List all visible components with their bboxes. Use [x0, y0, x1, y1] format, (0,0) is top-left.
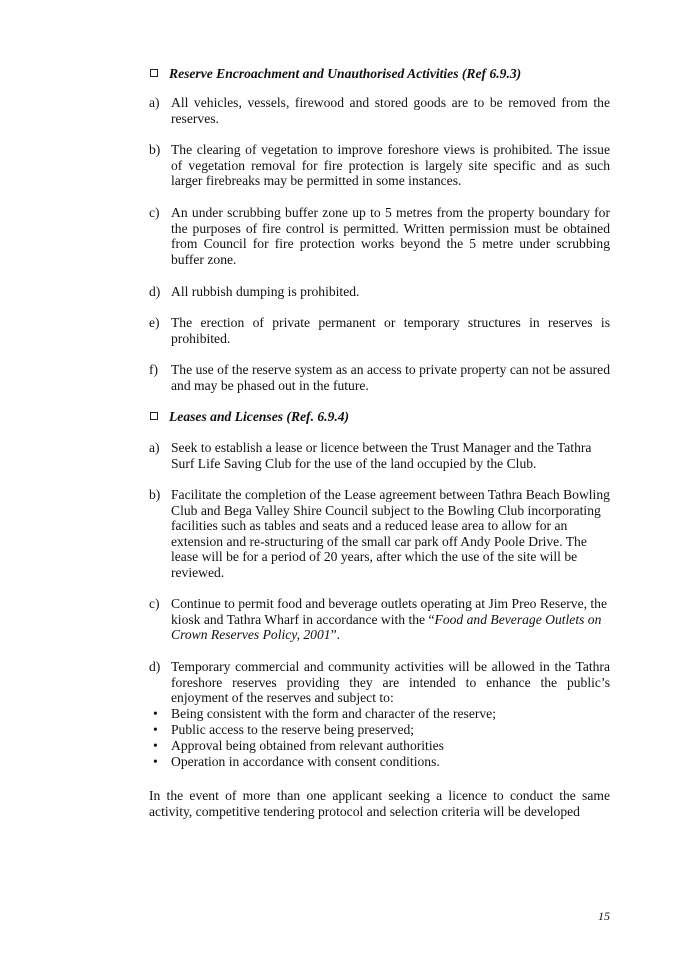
item-c-text: Continue to permit food and beverage outlets operating at Jim Preo Reserve, the kiosk and Tathra Wharf in accordance with the “Food and Beverage Outlets on Crown Reserves Policy, 2001”.	[171, 596, 608, 643]
condition-bullet: • Public access to the reserve being preserved;	[151, 722, 610, 738]
section-heading-leases-licenses: Leases and Licenses (Ref. 6.9.4)	[150, 409, 349, 425]
list-item: d) All rubbish dumping is prohibited.	[149, 284, 360, 299]
section-heading-reserve-encroachment: Reserve Encroachment and Unauthorised Activities (Ref 6.9.3)	[150, 66, 521, 82]
list-item: c) Continue to permit food and beverage outlets operating at Jim Preo Reserve, the kiosk and Tathra Wharf in accordance with the “Food and Beverage Outlets on Crown Reserves Policy, 2001”.	[149, 596, 610, 643]
condition-list	[151, 706, 610, 770]
condition-bullet: • Being consistent with the form and character of the reserve;	[151, 706, 610, 722]
list-item: e) The erection of private permanent or temporary structures in reserves is prohibited.	[149, 315, 610, 346]
list-item: f) The use of the reserve system as an access to private property can not be assured and may be phased out in the future.	[149, 362, 610, 393]
closing-paragraph: In the event of more than one applicant seeking a licence to conduct the same activity, competitive tendering protocol and selection criteria will be developed	[149, 788, 610, 819]
list-item: c) An under scrubbing buffer zone up to 5 metres from the property boundary for the purposes of fire control is permitted. Written permission must be obtained from Council for fire protection works beyond the 5 metre under scrubbing buffer zone.	[149, 205, 610, 267]
condition-bullet: • Approval being obtained from relevant authorities	[151, 738, 610, 754]
page-number: 15	[598, 909, 610, 923]
list-item: b) Facilitate the completion of the Lease agreement between Tathra Beach Bowling Club and Bega Valley Shire Council subject to the Bowling Club incorporating facilities such as tables and seats and a reduced lease area to allow for an extension and re-structuring of the small car park off Andy Poole Drive. The lease will be for a period of 20 years, after which the use of the site will be reviewed.	[149, 487, 610, 580]
checkbox-bullet-icon	[150, 412, 158, 420]
list-item: a) Seek to establish a lease or licence between the Trust Manager and the Tathra Surf Life Saving Club for the use of the land occupied by the Club.	[149, 440, 592, 471]
list-item: a) All vehicles, vessels, firewood and stored goods are to be removed from the reserves.	[149, 95, 610, 126]
list-item: d) Temporary commercial and community activities will be allowed in the Tathra foreshore reserves providing they are intended to enhance the public’s enjoyment of the reserves and subject to: • Being consistent with the form and character of the reserve; • Public access to the reserve being preserved; • Approval being obtained from relevant authorities • Operation in accordance with consent conditions.	[149, 659, 610, 770]
checkbox-bullet-icon	[150, 69, 158, 77]
condition-bullet: • Operation in accordance with consent conditions.	[151, 754, 610, 770]
list-item: b) The clearing of vegetation to improve foreshore views is prohibited. The issue of vegetation removal for fire protection is largely site specific and as such larger firebreaks may be permitted in some instances.	[149, 142, 610, 189]
